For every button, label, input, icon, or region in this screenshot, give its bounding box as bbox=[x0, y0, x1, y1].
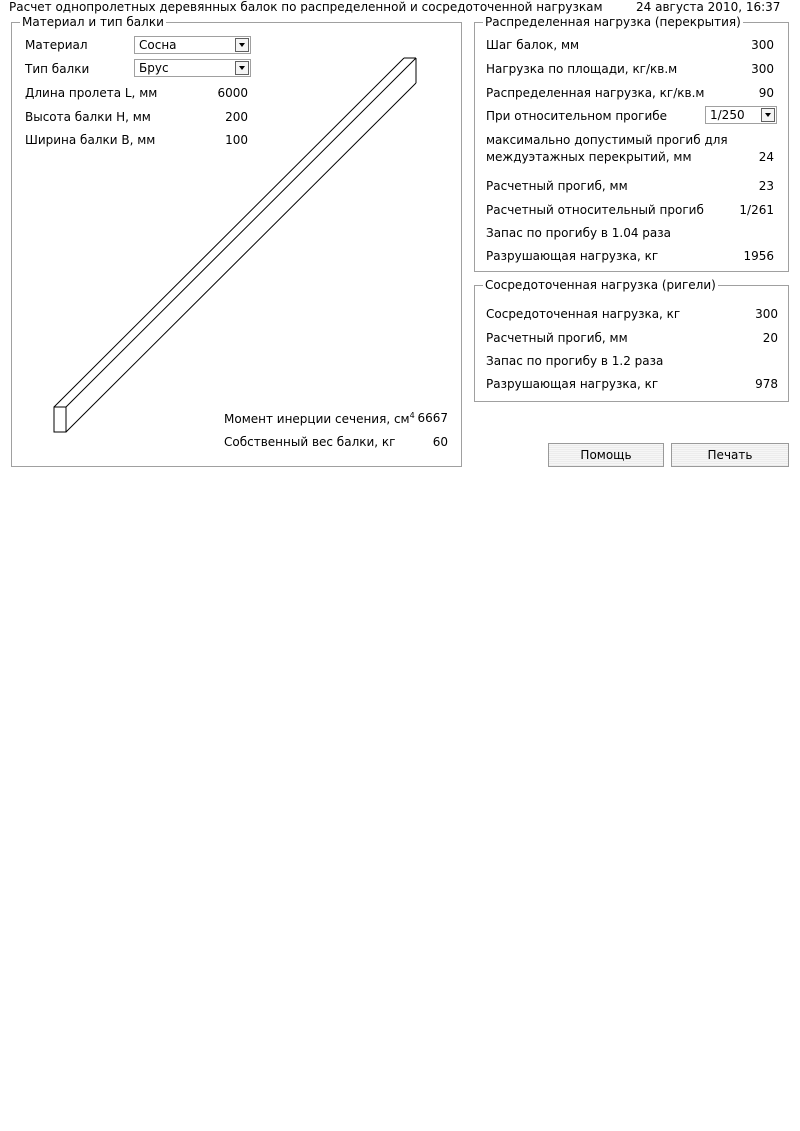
beam-width-label: Ширина балки B, мм bbox=[25, 133, 156, 147]
page-title: Расчет однопролетных деревянных балок по распределенной и сосредоточенной нагрузкам bbox=[9, 0, 603, 14]
chevron-down-icon[interactable] bbox=[235, 38, 249, 52]
distributed-load-value: 90 bbox=[758, 86, 774, 100]
material-select[interactable] bbox=[134, 36, 251, 54]
print-button[interactable]: Печать bbox=[671, 443, 789, 467]
concentrated-breaking-load-label: Разрушающая нагрузка, кг bbox=[486, 377, 659, 391]
max-deflection-label-1: максимально допустимый прогиб для bbox=[486, 133, 728, 147]
max-deflection-value: 24 bbox=[758, 150, 774, 164]
material-panel-legend: Материал и тип балки bbox=[22, 15, 164, 29]
beam-step-label: Шаг балок, мм bbox=[486, 38, 580, 52]
area-load-value: 300 bbox=[751, 62, 774, 76]
deflection-reserve-label: Запас по прогибу в 1.04 раза bbox=[486, 226, 672, 240]
beam-weight-label: Собственный вес балки, кг bbox=[224, 435, 396, 449]
relative-deflection-label: При относительном прогибе bbox=[486, 109, 668, 123]
area-load-label: Нагрузка по площади, кг/кв.м bbox=[486, 62, 678, 76]
help-button[interactable]: Помощь bbox=[548, 443, 664, 467]
chevron-down-icon[interactable] bbox=[761, 108, 775, 122]
concentrated-reserve-label: Запас по прогибу в 1.2 раза bbox=[486, 354, 664, 368]
beam-type-select-value: Брус bbox=[139, 61, 169, 75]
concentrated-deflection-value: 20 bbox=[762, 331, 778, 345]
max-deflection-label-2: междуэтажных перекрытий, мм bbox=[486, 150, 692, 164]
calc-deflection-value: 23 bbox=[758, 179, 774, 193]
beam-step-value: 300 bbox=[751, 38, 774, 52]
material-select-value: Сосна bbox=[139, 38, 177, 52]
calc-deflection-label: Расчетный прогиб, мм bbox=[486, 179, 628, 193]
beam-weight-value: 60 bbox=[432, 435, 448, 449]
relative-deflection-select[interactable] bbox=[705, 106, 777, 124]
beam-type-label: Тип балки bbox=[25, 62, 90, 76]
concentrated-load-value: 300 bbox=[755, 307, 778, 321]
relative-deflection-value: 1/250 bbox=[710, 108, 745, 122]
span-length-value: 6000 bbox=[217, 86, 248, 100]
beam-height-value: 200 bbox=[225, 110, 248, 124]
breaking-load-value: 1956 bbox=[743, 249, 774, 263]
span-length-label: Длина пролета L, мм bbox=[25, 86, 158, 100]
date-stamp: 24 августа 2010, 16:37 bbox=[636, 0, 781, 14]
distributed-panel-legend: Распределенная нагрузка (перекрытия) bbox=[485, 15, 741, 29]
inertia-value: 6667 bbox=[417, 411, 448, 425]
calc-relative-deflection-value: 1/261 bbox=[739, 203, 774, 217]
concentrated-breaking-load-value: 978 bbox=[755, 377, 778, 391]
breaking-load-label: Разрушающая нагрузка, кг bbox=[486, 249, 659, 263]
material-label: Материал bbox=[25, 38, 88, 52]
beam-width-value: 100 bbox=[225, 133, 248, 147]
concentrated-load-label: Сосредоточенная нагрузка, кг bbox=[486, 307, 681, 321]
beam-height-label: Высота балки H, мм bbox=[25, 110, 151, 124]
beam-illustration bbox=[50, 55, 420, 440]
distributed-load-label: Распределенная нагрузка, кг/кв.м bbox=[486, 86, 705, 100]
inertia-label: Момент инерции сечения, $см^4$ bbox=[224, 411, 415, 426]
concentrated-panel-legend: Сосредоточенная нагрузка (ригели) bbox=[485, 278, 716, 292]
concentrated-deflection-label: Расчетный прогиб, мм bbox=[486, 331, 628, 345]
calc-relative-deflection-label: Расчетный относительный прогиб bbox=[486, 203, 704, 217]
